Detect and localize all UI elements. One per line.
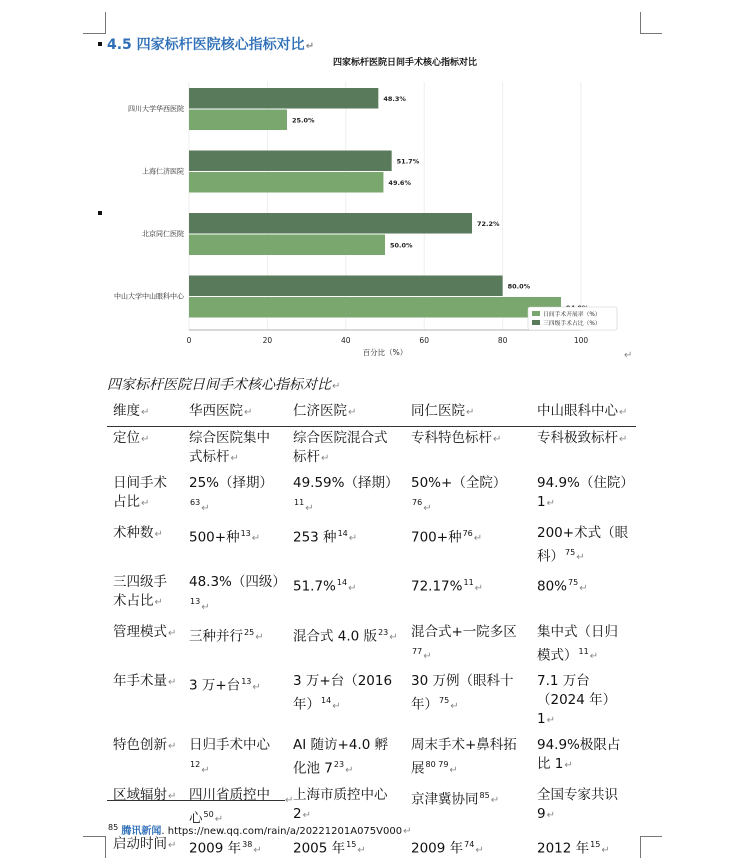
row-label: 三四级手术占比↵ <box>113 574 167 609</box>
x-tick-label: 0 <box>186 336 192 345</box>
y-tick-label: 上海仁济医院 <box>142 167 184 176</box>
y-tick-label: 中山大学中山眼科中心 <box>114 292 184 301</box>
citation-sup: 11 <box>294 498 305 507</box>
bar <box>189 110 287 131</box>
table-cell: 30 万例（眼科十年）$^{75}$↵ <box>411 673 514 713</box>
row-label: 启动时间↵ <box>113 836 177 852</box>
row-label: 特色创新↵ <box>113 737 177 753</box>
citation-sup: 75 <box>568 578 579 587</box>
table-cell: 三种并行$^{25}$↵ <box>189 627 264 644</box>
data-label: 49.6% <box>388 178 411 187</box>
bar <box>189 213 472 234</box>
table-cell: 72.17%$^{11}$↵ <box>411 578 484 595</box>
table-cell: 京津冀协同$^{85}$↵ <box>411 790 500 807</box>
table-cell: 混合式+一院多区$^{77}$↵ <box>411 623 517 662</box>
crop-mark-bottom-right-v <box>640 836 641 858</box>
table-cell: 94.9%（住院）1↵ <box>537 475 628 510</box>
chart-title: 四家标杆医院日间手术核心指标对比 <box>332 58 478 68</box>
table-cell: 51.7%$^{14}$↵ <box>293 578 357 595</box>
column-header: 仁济医院↵ <box>287 400 405 427</box>
x-tick-label: 40 <box>341 336 351 345</box>
citation-sup: 76 <box>462 528 473 538</box>
row-label: 年手术量↵ <box>113 673 177 689</box>
footnote: $^{85}$ 腾讯新闻. https://new.qq.com/rain/a/20221201A075V000↵ <box>108 822 412 837</box>
table-cell: 3 万+台（2016 年）$^{14}$↵ <box>293 673 393 713</box>
data-label: 25.0% <box>292 116 315 125</box>
table-cell: 综合医院集中式标杆↵ <box>189 430 270 465</box>
citation-sup: 15 <box>346 840 357 849</box>
table-cell: 综合医院混合式标杆↵ <box>293 430 388 465</box>
table-cell: 80%$^{75}$↵ <box>537 578 588 595</box>
citation-sup: 13 <box>241 677 252 686</box>
citation-sup: 11 <box>578 646 589 656</box>
table-cell: 7.1 万台（2024 年）1↵ <box>537 673 617 727</box>
bar-chart <box>98 50 638 360</box>
table-cell: 48.3%（四级）$^{13}$↵ <box>189 574 286 613</box>
table-cell: 2005 年$^{15}$↵ <box>293 840 366 857</box>
legend-entry: 三四级手术占比（%） <box>543 321 601 327</box>
crop-mark-top-right-h <box>640 33 662 34</box>
citation-sup: 13 <box>190 597 201 606</box>
footnote-separator <box>107 800 285 801</box>
citation-sup: 12 <box>190 760 201 769</box>
crop-mark-top-right-v <box>640 12 641 34</box>
table-cell: 94.9%极限占比 1↵ <box>537 737 621 772</box>
y-tick-label: 北京同仁医院 <box>142 230 184 238</box>
citation-sup: 75 <box>565 547 576 557</box>
table-cell: 日归手术中心$^{12}$↵ <box>189 737 270 776</box>
citation-sup: 14 <box>321 696 332 705</box>
table-row <box>107 621 636 671</box>
table-cell: 700+种$^{76}$↵ <box>411 528 483 545</box>
citation-sup: 76 <box>412 498 423 507</box>
table-cell: 25%（择期）$^{63}$↵ <box>189 475 274 514</box>
bar <box>189 88 378 109</box>
bar <box>189 235 385 256</box>
table-cell: 上海市质控中心 2↵ <box>293 786 388 822</box>
bar <box>189 151 392 172</box>
bar <box>189 276 503 297</box>
table-cell: 集中式（日归模式）$^{11}$↵ <box>537 623 618 663</box>
table-cell: 50%+（全院）$^{76}$↵ <box>411 475 507 514</box>
citation-sup: 25 <box>244 627 255 637</box>
x-tick-label: 20 <box>262 336 273 345</box>
table-cell: 49.59%（择期）$^{11}$↵ <box>293 475 399 514</box>
crop-mark-top-left-h <box>83 33 105 34</box>
table-cell: 253 种$^{14}$↵ <box>293 528 358 545</box>
citation-sup: 14 <box>336 578 348 587</box>
x-tick-label: 100 <box>573 336 589 345</box>
legend-swatch <box>532 311 540 316</box>
crop-mark-top-left-v <box>105 12 106 34</box>
table-cell: 2012 年$^{15}$↵ <box>537 840 610 857</box>
data-label: 80.0% <box>507 282 531 291</box>
data-label: 48.3% <box>383 94 406 103</box>
x-tick-label: 80 <box>497 336 508 345</box>
column-header: 华西医院↵ <box>183 400 287 427</box>
citation-sup: 50 <box>203 809 214 819</box>
paragraph-mark: ↵ <box>285 795 294 806</box>
table-cell: 500+种$^{13}$↵ <box>189 528 261 545</box>
footnote-source: 腾讯新闻 <box>121 826 162 837</box>
table-cell: 200+术式（眼科）$^{75}$↵ <box>537 524 629 564</box>
citation-sup: 15 <box>590 840 601 849</box>
column-header: 同仁医院↵ <box>405 400 531 427</box>
table-row <box>107 734 636 784</box>
data-label: 51.7% <box>396 157 420 166</box>
data-label: 72.2% <box>477 219 500 228</box>
citation-sup: 23 <box>333 760 345 769</box>
citation-sup: 11 <box>463 578 474 587</box>
table-caption: 四家标杆医院日间手术核心指标对比↵ <box>107 377 341 393</box>
row-label: 定位↵ <box>113 430 150 446</box>
row-label: 管理模式↵ <box>113 623 177 640</box>
row-label: 日间手术占比↵ <box>113 475 167 510</box>
table-cell: 3 万+台$^{13}$↵ <box>189 677 261 694</box>
legend-swatch <box>532 320 540 325</box>
citation-sup: 85 <box>479 790 490 800</box>
citation-sup: 75 <box>439 696 450 705</box>
bullet-mark <box>98 42 102 46</box>
column-header: 中山眼科中心↵ <box>531 400 636 427</box>
citation-sup: 14 <box>337 528 348 538</box>
citation-sup: 63 <box>190 498 201 507</box>
bar <box>189 172 383 193</box>
bar <box>189 297 561 318</box>
table-row <box>107 522 636 572</box>
table-cell: 专科特色标杆↵ <box>411 430 502 446</box>
legend-entry: 日间手术开展率（%） <box>543 312 601 318</box>
row-label: 术种数↵ <box>113 524 163 541</box>
table-header-row <box>107 400 636 427</box>
citation-sup: 80 79 <box>425 760 449 769</box>
table-row <box>107 427 636 473</box>
table-cell: 2009 年$^{74}$↵ <box>411 840 484 857</box>
table-row <box>107 670 636 734</box>
table-row <box>107 571 636 621</box>
citation-sup: 23 <box>378 627 389 637</box>
table-cell: 混合式 4.0 版$^{23}$↵ <box>293 627 398 644</box>
citation-sup: 38 <box>242 840 253 849</box>
footnote-number: 85 <box>108 822 119 832</box>
crop-mark-bottom-left-v <box>105 836 106 858</box>
column-header: 维度↵ <box>107 400 183 427</box>
table-row <box>107 472 636 522</box>
table-cell: 2009 年$^{38}$↵ <box>189 840 262 857</box>
section-heading: 4.5 四家标杆医院核心指标对比↵ <box>107 37 315 53</box>
citation-sup: 74 <box>464 840 475 849</box>
crop-mark-bottom-right-h <box>640 836 662 837</box>
paragraph-mark: ↵ <box>624 350 633 361</box>
table-cell: 周末手术+鼻科拓展$^{80 79}$↵ <box>411 737 517 777</box>
table-cell: 专科极致标杆↵ <box>537 430 628 446</box>
data-label: 50.0% <box>390 241 413 250</box>
table-cell: AI 随访+4.0 孵化池 $7^{23}↵$ <box>293 737 389 777</box>
y-tick-label: 四川大学华西医院 <box>128 105 184 113</box>
table-row <box>107 833 636 864</box>
table-cell: 全国专家共识 9↵ <box>537 786 618 822</box>
row-label: 区域辐射↵ <box>113 786 177 803</box>
comparison-table <box>107 400 636 864</box>
table-cell: 四川省质控中心$^{50}$↵ <box>189 786 270 826</box>
citation-sup: 77 <box>412 646 423 656</box>
x-axis-label: 百分比（%） <box>362 348 408 357</box>
crop-mark-bottom-left-h <box>83 836 105 837</box>
footnote-url[interactable]: . https://new.qq.com/rain/a/20221201A075V000 <box>161 826 403 837</box>
citation-sup: 13 <box>240 528 251 538</box>
x-tick-label: 60 <box>419 336 429 345</box>
